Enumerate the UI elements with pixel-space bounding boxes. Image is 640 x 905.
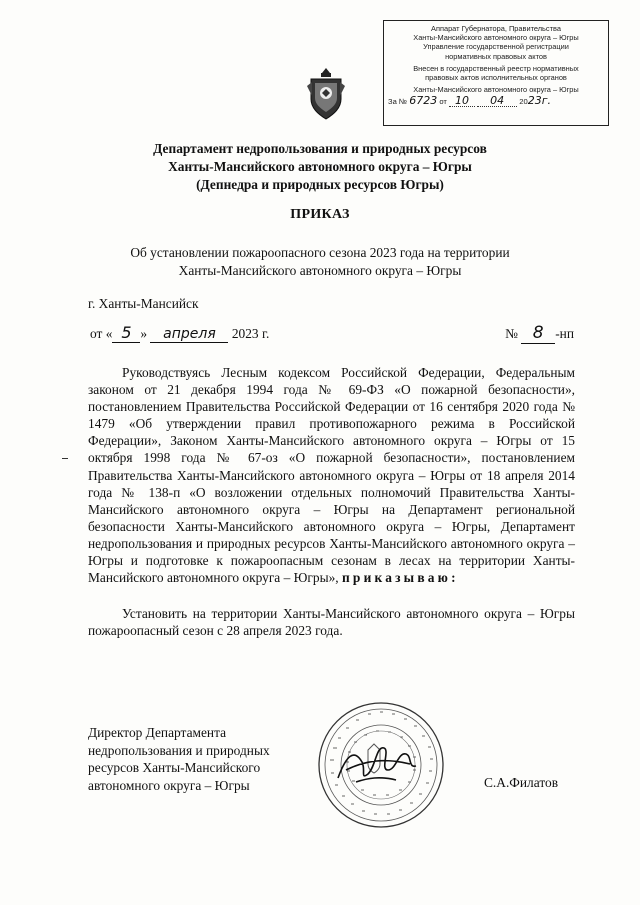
stamp-day: 10 [449, 96, 475, 106]
order-word: приказываю: [342, 570, 459, 586]
stamp-registration-number [388, 96, 604, 106]
document-subject [60, 244, 580, 280]
coat-of-arms-icon [305, 66, 347, 122]
position-line: Директор Департамента [88, 725, 227, 740]
subject-line: Об установлении пожароопасного сезона 2023 года на территории [130, 245, 510, 260]
date-mid: » [140, 326, 148, 341]
document-type: ПРИКАЗ [290, 207, 350, 222]
order-number-suffix: -нп [555, 326, 574, 341]
document-date [90, 323, 269, 343]
stamp-number-prefix: За № [388, 97, 408, 107]
signatory-position [88, 724, 270, 794]
preamble-text: Руководствуясь Лесным кодексом Российской Федерации, Федеральным законом от 21 декабря 1994 года № 69-ФЗ «О пожарной безопасности», постановлением Правительства Российской Федерации от 16 сентября 2020 года № 1479 «Об утверждении правил противопожарного режима в Российской Федерации», Законом Ханты-Мансийского автономного округа – Югры от 15 октября 1998 года № 67-оз «О пожарной безопасности», постановлением Правительства Ханты-Мансийского автономного округа – Югры от 18 апреля 2014 года № 138-п «О возложении отдельных полномочий Правительства Ханты-Мансийского автономного округа – Югры на Департамент региональной безопасности Ханты-Мансийского автономного округа – Югры, Департамент недропользования и природных ресурсов Ханты-Мансийского автономного округа – Югры и подготовке к пожароопасным сезонам в лесах на территории Ханты-Мансийского автономного округа – Югры», [88, 365, 575, 586]
city: г. Ханты-Мансийск [88, 296, 199, 311]
stamp-line: Управление государственной регистрации [423, 42, 569, 52]
subject-line: Ханты-Мансийского автономного округа – Югры [178, 263, 462, 278]
position-line: недропользования и природных [88, 742, 270, 758]
stamp-line: Ханты-Мансийского автономного округа – Югры [413, 33, 579, 43]
stamp-date-from: от [439, 97, 447, 107]
header-line: (Депнедра и природных ресурсов Югры) [196, 177, 444, 192]
margin-mark [62, 458, 68, 459]
date-month: апреля [150, 326, 228, 343]
order-number [505, 323, 574, 344]
date-year: 2023 г. [231, 326, 270, 341]
department-header [60, 140, 580, 194]
order-number-value: 8 [521, 323, 555, 344]
registration-stamp [383, 20, 609, 126]
stamp-number-value: 6723 [409, 94, 438, 108]
stamp-line: Ханты-Мансийского автономного округа – Югры [413, 85, 579, 95]
document-body [88, 364, 575, 639]
stamp-month: 04 [477, 96, 517, 106]
stamp-line: Аппарат Губернатора, Правительства [431, 24, 561, 33]
stamp-line: Внесен в государственный реестр нормативных [413, 63, 579, 73]
header-line: Ханты-Мансийского автономного округа – Югры [168, 159, 472, 174]
date-day: 5 [112, 323, 140, 343]
date-prefix: от « [90, 326, 113, 341]
order-number-prefix: № [505, 326, 518, 341]
position-line: ресурсов Ханты-Мансийского [88, 760, 261, 775]
header-line: Департамент недропользования и природных ресурсов [153, 141, 487, 156]
stamp-year-suffix: 23г. [527, 94, 551, 108]
position-line: автономного округа – Югры [88, 777, 250, 793]
signatory-name: С.А.Филатов [484, 775, 559, 790]
stamp-year-prefix: 20 [519, 97, 528, 107]
decision-paragraph: Установить на территории Ханты-Мансийского автономного округа – Югры пожароопасный сезон с 28 апреля 2023 года. [88, 606, 575, 639]
official-seal-icon [316, 700, 446, 830]
stamp-line: правовых актов исполнительных органов [425, 73, 567, 83]
stamp-line: нормативных правовых актов [445, 51, 547, 61]
preamble-paragraph [88, 364, 575, 586]
